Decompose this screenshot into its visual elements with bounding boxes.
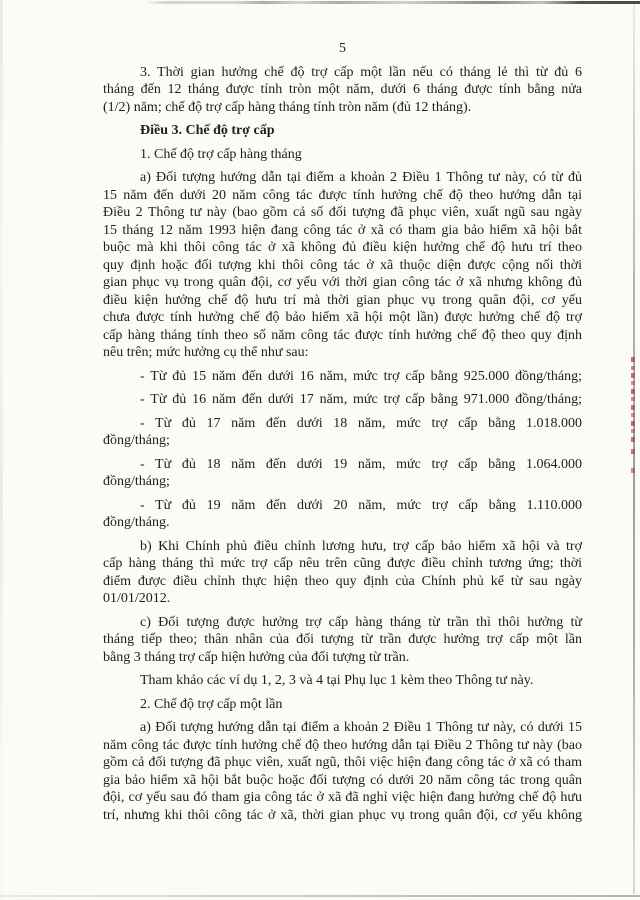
text-line: đồng/tháng; — [103, 433, 170, 448]
text-line: gia bảo hiểm xã hội bắt buộc hoặc đối tượng có dưới 20 năm công tác trong quân — [103, 772, 582, 788]
red-margin-mark — [631, 389, 635, 394]
text-line: nêu trên; mức hưởng cụ thể như sau: — [103, 345, 309, 360]
text-line: Tham khảo các ví dụ 1, 2, 3 và 4 tại Phụ lục 1 kèm theo Thông tư này. — [140, 673, 534, 688]
text-line: trí, nhưng khi thôi công tác ở xã, thời gian phục vụ trong quân đội, cơ yếu không — [103, 807, 582, 823]
rate-19-20 — [103, 497, 582, 532]
examples-reference — [103, 672, 582, 690]
text-line: đội, cơ yếu sau đó tham gia công tác ở xã đã nghỉ việc hiện đang hưởng chế độ hưu — [103, 790, 582, 805]
text-line: b) Khi Chính phủ điều chỉnh lương hưu, trợ cấp bảo hiểm xã hội và trợ — [140, 538, 582, 554]
scan-top-edge-line — [145, 1, 640, 4]
rate-16-17 — [103, 391, 582, 409]
red-margin-mark — [631, 421, 635, 426]
text-line: gian phục vụ trong quân đội, cơ yếu với thời gian công tác ở xã nhưng không đủ — [103, 275, 582, 290]
text-line: cấp hàng tháng tính theo số năm công tác được tính hưởng chế độ theo quy định — [103, 327, 582, 343]
red-margin-mark — [631, 373, 635, 378]
text-line: điểm được điều chỉnh thực hiện theo quy định của Chính phủ kể từ sau ngày — [103, 573, 582, 589]
text-line: bằng 3 tháng trợ cấp hiện hưởng của đối tượng từ trần. — [103, 649, 410, 665]
red-margin-mark — [631, 381, 635, 385]
red-margin-mark — [631, 397, 635, 401]
red-margin-mark — [631, 366, 635, 370]
text-line: 2. Chế độ trợ cấp một lần — [140, 696, 283, 712]
point-c-death-paragraph — [103, 614, 582, 667]
text-line: - Từ đủ 16 năm đến dưới 17 năm, mức trợ cấp bằng 971.000 đồng/tháng; — [140, 392, 582, 407]
text-line: - Từ đủ 17 năm đến dưới 18 năm, mức trợ cấp bằng 1.018.000 — [140, 415, 582, 431]
document-text-blocks — [103, 64, 582, 825]
article-3-heading — [103, 122, 582, 140]
rate-15-16 — [103, 368, 582, 386]
point-a-lumpsum-paragraph — [103, 719, 582, 824]
document-text — [103, 40, 582, 824]
red-margin-mark — [631, 429, 635, 433]
red-margin-mark — [631, 413, 635, 417]
text-line: cấp hàng tháng thì mức trợ cấp nêu trên cũng được điều chỉnh tương ứng; thời — [103, 556, 582, 571]
text-line: chưa được tính hưởng chế độ bảo hiểm xã hội một lần) được hưởng chế độ trợ — [103, 310, 582, 325]
text-line: 01/01/2012. — [103, 591, 171, 606]
text-line: tháng đến 12 tháng được tính tròn một năm, dưới 6 tháng được tính bằng nửa — [103, 82, 582, 97]
text-line: đồng/tháng; — [103, 474, 170, 489]
text-line: tháng tiếp theo; thân nhân của đối tượng từ trần được hưởng trợ cấp một lần — [103, 632, 582, 647]
section-2-title — [103, 696, 582, 714]
rate-17-18 — [103, 415, 582, 450]
text-line: năm công tác được tính hưởng chế độ theo hướng dẫn tại Điều 2 Thông tư này (bao — [103, 737, 582, 753]
red-margin-mark — [631, 449, 635, 454]
text-line: 15 năm đến dưới 20 năm công tác được tính hưởng chế độ theo hướng dẫn tại — [103, 187, 582, 203]
section-1-title — [103, 146, 582, 164]
rate-18-19 — [103, 456, 582, 491]
text-line: a) Đối tượng hướng dẫn tại điểm a khoản 2 Điều 1 Thông tư này, có dưới 15 — [140, 720, 582, 735]
text-line: a) Đối tượng hướng dẫn tại điểm a khoản 2 Điều 1 Thông tư này, có từ đủ — [140, 170, 582, 185]
text-line: 1. Chế độ trợ cấp hàng tháng — [140, 146, 302, 162]
text-line: - Từ đủ 18 năm đến dưới 19 năm, mức trợ cấp bằng 1.064.000 — [140, 456, 582, 472]
red-margin-mark — [631, 468, 635, 473]
text-line: (1/2) năm; chế độ trợ cấp hàng tháng tính tròn năm (đủ 12 tháng). — [103, 99, 472, 115]
text-line: c) Đối tượng được hưởng trợ cấp hàng tháng từ trần thì thôi hưởng từ — [140, 614, 582, 630]
clause-3-paragraph — [103, 64, 582, 117]
text-line: đồng/tháng. — [103, 515, 170, 530]
text-line: Điều 2 Thông tư này (bao gồm cả số đối tượng đã phục viên, xuất ngũ sau ngày — [103, 205, 582, 220]
page-number: 5 — [339, 41, 346, 56]
text-line: gồm cả đối tượng đã phục viên, xuất ngũ, thôi việc hiện đang công tác ở xã có tham — [103, 755, 582, 770]
text-line: 15 tháng 12 năm 1993 hiện đang công tác ở xã có tham gia bảo hiểm xã hội bắt — [103, 222, 582, 238]
scan-left-edge-shading — [0, 0, 3, 900]
scan-bottom-edge-line — [0, 895, 640, 897]
text-line: Điều 3. Chế độ trợ cấp — [140, 123, 275, 138]
text-line: buộc mà khi thôi công tác ở xã không đủ điều kiện hưởng chế độ hưu trí theo — [103, 240, 582, 255]
red-margin-mark — [631, 357, 635, 362]
text-line: - Từ đủ 15 năm đến dưới 16 năm, mức trợ cấp bằng 925.000 đồng/tháng; — [140, 368, 582, 384]
text-line: điều kiện hưởng chế độ hưu trí mà thời gian phục vụ trong quân đội, cơ yếu — [103, 292, 582, 308]
text-line: quy định hoặc đối tượng khi thôi công tác ở xã thuộc diện được cộng nối thời — [103, 257, 582, 273]
red-margin-mark — [631, 437, 635, 442]
red-margin-mark — [631, 405, 635, 410]
point-a-monthly-paragraph — [103, 169, 582, 362]
point-b-adjustment-paragraph — [103, 538, 582, 608]
text-line: 3. Thời gian hưởng chế độ trợ cấp một lần nếu có tháng lẻ thì từ đủ 6 — [140, 64, 582, 80]
text-line: - Từ đủ 19 năm đến dưới 20 năm, mức trợ cấp bằng 1.110.000 — [140, 497, 582, 513]
